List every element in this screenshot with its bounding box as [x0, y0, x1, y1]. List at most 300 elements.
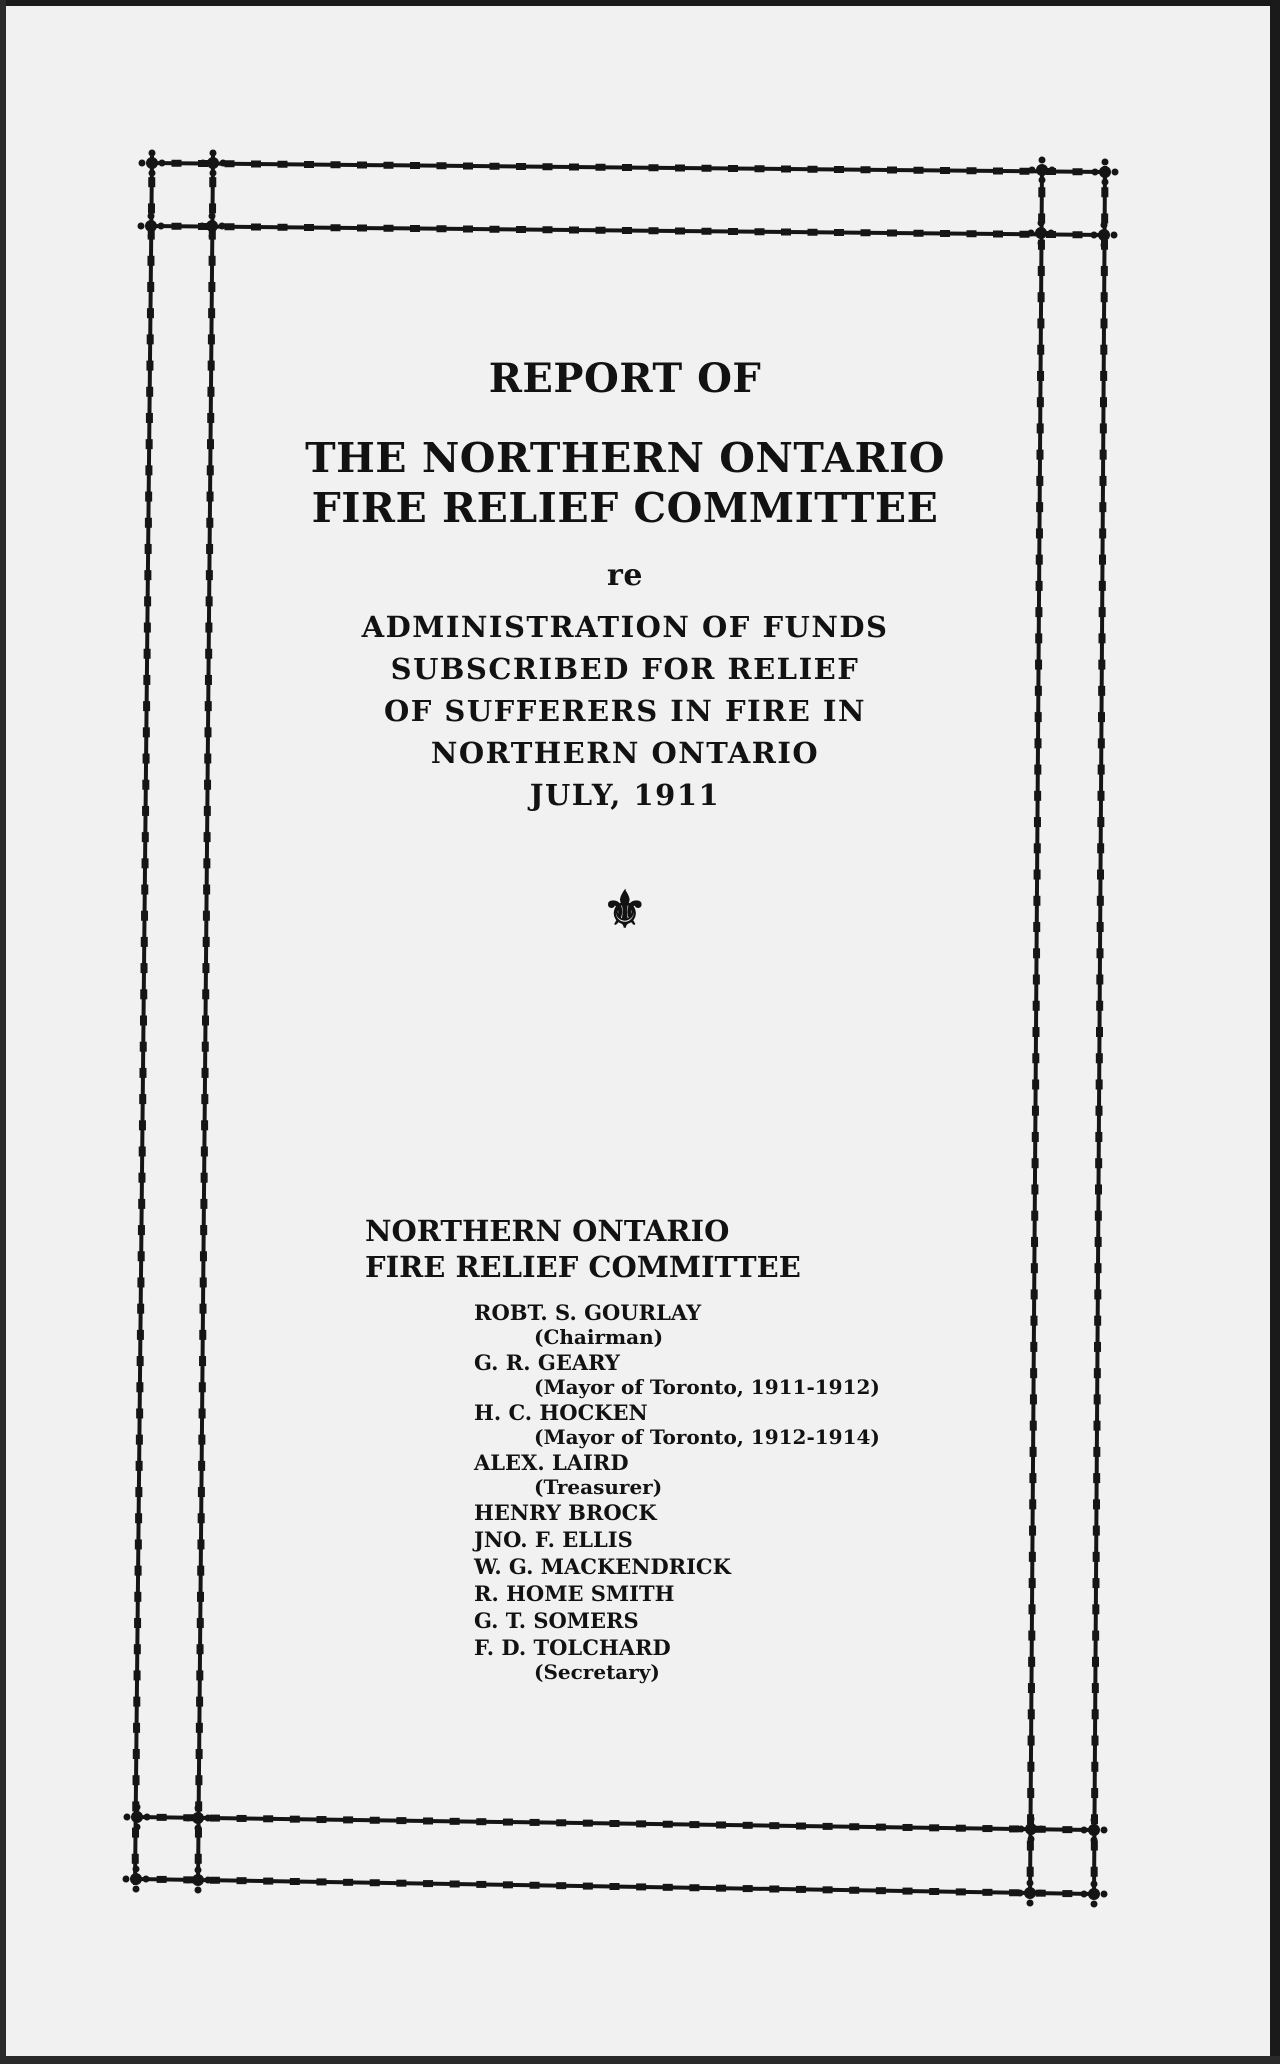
- border-bead: [1097, 843, 1104, 853]
- border-bead: [940, 167, 950, 174]
- border-bead: [1099, 502, 1106, 512]
- members-heading-line-1: NORTHERN ONTARIO: [365, 1214, 730, 1248]
- border-bead: [207, 387, 214, 397]
- border-bead: [145, 492, 152, 502]
- member-name: G. R. GEARY: [474, 1350, 620, 1375]
- border-bead: [209, 256, 216, 266]
- border-bead: [450, 1881, 460, 1888]
- border-bead: [316, 1816, 326, 1823]
- border-bead: [903, 1824, 913, 1831]
- border-bead: [596, 164, 606, 171]
- border-bead: [808, 166, 818, 173]
- border-bead: [1096, 1106, 1103, 1116]
- border-bead: [203, 911, 210, 921]
- border-bead: [849, 1823, 859, 1830]
- border-bead: [1097, 948, 1104, 958]
- border-bead: [490, 226, 500, 233]
- border-bead: [1091, 1788, 1098, 1798]
- border-bead: [199, 1330, 206, 1340]
- member-name: JNO. F. ELLIS: [474, 1527, 633, 1552]
- border-bead: [940, 230, 950, 237]
- border-bead: [1037, 345, 1044, 355]
- border-bead: [1100, 476, 1107, 486]
- border-bead: [396, 1880, 406, 1887]
- border-bead: [437, 225, 447, 232]
- border-bead: [134, 1670, 141, 1680]
- border-bead: [876, 1824, 886, 1831]
- border-bead: [209, 177, 216, 187]
- border-bead: [769, 1822, 779, 1829]
- border-bead: [716, 1821, 726, 1828]
- border-bead: [172, 160, 182, 167]
- border-bead: [207, 413, 214, 423]
- border-bead: [1094, 1289, 1101, 1299]
- border-bead: [199, 1382, 206, 1392]
- border-bead: [143, 701, 150, 711]
- border-bead: [138, 1225, 145, 1235]
- border-bead: [133, 1723, 140, 1733]
- border-bead: [1033, 975, 1040, 985]
- border-bead: [1100, 371, 1107, 381]
- border-corner-ornament: [200, 150, 227, 177]
- border-bead: [197, 1566, 204, 1576]
- border-bead: [142, 858, 149, 868]
- border-bead: [543, 226, 553, 233]
- border-bead: [263, 1878, 273, 1885]
- border-bead: [689, 1884, 699, 1891]
- border-bead: [148, 203, 155, 213]
- border-bead: [887, 230, 897, 237]
- border-bead: [543, 163, 553, 170]
- border-bead: [202, 1068, 209, 1078]
- border-bead: [1033, 1027, 1040, 1037]
- border-bead: [331, 224, 341, 231]
- border-bead: [1032, 1132, 1039, 1142]
- border-bead: [743, 1885, 753, 1892]
- border-bead: [1034, 765, 1041, 775]
- border-bead: [1036, 581, 1043, 591]
- member-list: [474, 1299, 880, 1684]
- border-bead: [304, 161, 314, 168]
- subject-date: JULY, 1911: [529, 778, 721, 812]
- border-bead: [781, 229, 791, 236]
- committee-title-line-1: THE NORTHERN ONTARIO: [305, 434, 945, 482]
- border-bead: [1098, 738, 1105, 748]
- border-bead: [1029, 1526, 1036, 1536]
- border-bead: [206, 570, 213, 580]
- border-bead: [1038, 292, 1045, 302]
- border-bead: [384, 225, 394, 232]
- border-bead: [1100, 423, 1107, 433]
- border-bead: [1037, 318, 1044, 328]
- border-bead: [1029, 1499, 1036, 1509]
- border-bead: [437, 162, 447, 169]
- border-bead: [1093, 1447, 1100, 1457]
- border-bead: [200, 1199, 207, 1209]
- border-corner-ornament: [185, 1867, 212, 1894]
- border-bead: [251, 224, 261, 231]
- border-bead: [1029, 1473, 1036, 1483]
- border-bead: [208, 334, 215, 344]
- border-bead: [141, 963, 148, 973]
- border-bead: [316, 1878, 326, 1885]
- border-bead: [1037, 450, 1044, 460]
- border-bead: [1094, 1368, 1101, 1378]
- border-bead: [1094, 1316, 1101, 1326]
- border-corner-ornament: [1081, 1817, 1108, 1844]
- border-bead: [728, 165, 738, 172]
- border-bead: [278, 161, 288, 168]
- border-bead: [145, 518, 152, 528]
- border-bead: [929, 1888, 939, 1895]
- border-bead: [1098, 686, 1105, 696]
- border-bead: [1038, 266, 1045, 276]
- re-text: re: [607, 558, 643, 593]
- border-bead: [903, 1888, 913, 1895]
- border-bead: [157, 1814, 167, 1821]
- border-bead: [384, 162, 394, 169]
- border-bead: [1092, 1631, 1099, 1641]
- border-corner-ornament: [138, 213, 165, 240]
- border-bead: [205, 701, 212, 711]
- border-bead: [1099, 528, 1106, 538]
- border-bead: [1101, 318, 1108, 328]
- border-bead: [201, 1173, 208, 1183]
- re-label: [225, 558, 1025, 593]
- border-bead: [1027, 1762, 1034, 1772]
- border-corner-ornament: [1091, 222, 1118, 249]
- border-bead: [1098, 660, 1105, 670]
- border-bead: [207, 439, 214, 449]
- border-bead: [1038, 187, 1045, 197]
- list-item: [474, 1553, 880, 1580]
- border-bead: [1093, 1499, 1100, 1509]
- border-bead: [1034, 817, 1041, 827]
- border-bead: [136, 1435, 143, 1445]
- border-bead: [476, 1881, 486, 1888]
- border-corner-ornament: [1081, 1881, 1108, 1908]
- border-bead: [201, 1094, 208, 1104]
- border-bead: [140, 989, 147, 999]
- border-bead: [146, 387, 153, 397]
- border-bead: [135, 1487, 142, 1497]
- border-bead: [1030, 1342, 1037, 1352]
- border-bead: [140, 1042, 147, 1052]
- border-bead: [503, 1819, 513, 1826]
- border-bead: [200, 1251, 207, 1261]
- border-bead: [861, 229, 871, 236]
- border-bead: [196, 1670, 203, 1680]
- border-bead: [516, 226, 526, 233]
- border-bead: [1101, 292, 1108, 302]
- border-bead: [982, 1889, 992, 1896]
- list-item: [474, 1449, 880, 1499]
- border-bead: [144, 570, 151, 580]
- border-bead: [1093, 1578, 1100, 1588]
- border-bead: [808, 229, 818, 236]
- border-bead: [490, 163, 500, 170]
- border-bead: [1028, 1709, 1035, 1719]
- border-bead: [636, 1883, 646, 1890]
- border-bead: [1095, 1158, 1102, 1168]
- border-bead: [147, 308, 154, 318]
- border-bead: [237, 1815, 247, 1822]
- border-bead: [147, 334, 154, 344]
- border-bead: [1095, 1211, 1102, 1221]
- border-bead: [195, 1775, 202, 1785]
- border-bead: [202, 1042, 209, 1052]
- member-name: F. D. TOLCHARD: [474, 1635, 671, 1660]
- border-bead: [202, 1016, 209, 1026]
- border-bead: [200, 1277, 207, 1287]
- border-bead: [370, 1817, 380, 1824]
- border-bead: [370, 1879, 380, 1886]
- border-bead: [1030, 1368, 1037, 1378]
- border-bead: [1032, 1079, 1039, 1089]
- border-bead: [142, 806, 149, 816]
- border-bead: [290, 1816, 300, 1823]
- border-corner-ornament: [123, 1866, 150, 1893]
- border-bead: [1094, 1394, 1101, 1404]
- border-bead: [993, 168, 1003, 175]
- border-bead: [198, 1513, 205, 1523]
- border-bead: [304, 224, 314, 231]
- border-bead: [141, 937, 148, 947]
- border-bead: [410, 162, 420, 169]
- border-bead: [331, 161, 341, 168]
- border-bead: [172, 223, 182, 230]
- border-corner-ornament: [139, 150, 166, 177]
- border-bead: [144, 623, 151, 633]
- border-bead: [1092, 1709, 1099, 1719]
- committee-title-line-2: FIRE RELIEF COMMITTEE: [311, 484, 939, 532]
- border-bead: [423, 1817, 433, 1824]
- border-bead: [967, 167, 977, 174]
- border-bead: [596, 227, 606, 234]
- border-bead: [1027, 1867, 1034, 1877]
- border-bead: [1036, 502, 1043, 512]
- border-bead: [197, 1618, 204, 1628]
- border-bead: [1032, 1053, 1039, 1063]
- border-bead: [1091, 1762, 1098, 1772]
- border-bead: [849, 1887, 859, 1894]
- border-bead: [147, 256, 154, 266]
- border-bead: [1092, 1657, 1099, 1667]
- border-bead: [649, 164, 659, 171]
- border-bead: [689, 1821, 699, 1828]
- border-bead: [145, 544, 152, 554]
- border-bead: [1096, 975, 1103, 985]
- border-bead: [196, 1723, 203, 1733]
- border-bead: [1036, 476, 1043, 486]
- border-bead: [200, 1304, 207, 1314]
- border-bead: [278, 224, 288, 231]
- border-bead: [1091, 1867, 1098, 1877]
- member-name: W. G. MACKENDRICK: [474, 1554, 731, 1579]
- subject-block: [225, 606, 1025, 816]
- border-bead: [142, 832, 149, 842]
- border-bead: [702, 165, 712, 172]
- border-bead: [1032, 1106, 1039, 1116]
- border-bead: [133, 1775, 140, 1785]
- border-corner-ornament: [1018, 1816, 1045, 1843]
- border-bead: [1099, 607, 1106, 617]
- border-bead: [1032, 1158, 1039, 1168]
- border-bead: [476, 1818, 486, 1825]
- member-role: (Mayor of Toronto, 1912-1914): [534, 1425, 880, 1449]
- border-bead: [205, 727, 212, 737]
- border-bead: [967, 230, 977, 237]
- border-bead: [1095, 1237, 1102, 1247]
- border-bead: [1073, 168, 1083, 175]
- list-item: [474, 1399, 880, 1449]
- border-bead: [622, 227, 632, 234]
- border-bead: [357, 162, 367, 169]
- border-bead: [1097, 817, 1104, 827]
- border-bead: [1035, 660, 1042, 670]
- border-bead: [1094, 1421, 1101, 1431]
- border-bead: [206, 544, 213, 554]
- border-bead: [861, 166, 871, 173]
- border-bead: [343, 1879, 353, 1886]
- border-bead: [1098, 791, 1105, 801]
- border-bead: [823, 1823, 833, 1830]
- list-item: [474, 1580, 880, 1607]
- border-bead: [530, 1882, 540, 1889]
- border-bead: [138, 1251, 145, 1261]
- border-bead: [145, 465, 152, 475]
- list-item: [474, 1607, 880, 1634]
- border-bead: [1092, 1683, 1099, 1693]
- border-bead: [1097, 896, 1104, 906]
- border-bead: [204, 780, 211, 790]
- border-bead: [197, 1644, 204, 1654]
- border-bead: [503, 1881, 513, 1888]
- border-bead: [357, 225, 367, 232]
- border-bead: [887, 167, 897, 174]
- border-bead: [134, 1592, 141, 1602]
- border-bead: [205, 649, 212, 659]
- border-bead: [1035, 738, 1042, 748]
- border-bead: [1095, 1184, 1102, 1194]
- border-bead: [396, 1817, 406, 1824]
- border-bead: [1036, 555, 1043, 565]
- border-bead: [147, 282, 154, 292]
- border-bead: [636, 1820, 646, 1827]
- border-bead: [1098, 712, 1105, 722]
- fleur-de-lis-icon: ⚜: [602, 880, 648, 939]
- border-corner-ornament: [1017, 1880, 1044, 1907]
- border-bead: [556, 1819, 566, 1826]
- border-bead: [1098, 765, 1105, 775]
- border-bead: [530, 1819, 540, 1826]
- border-bead: [583, 1883, 593, 1890]
- border-bead: [649, 227, 659, 234]
- border-bead: [1035, 633, 1042, 643]
- border-bead: [1099, 581, 1106, 591]
- member-name: ROBT. S. GOURLAY: [474, 1300, 702, 1325]
- list-item: [474, 1526, 880, 1553]
- border-bead: [1028, 1631, 1035, 1641]
- border-bead: [157, 1876, 167, 1883]
- border-bead: [208, 308, 215, 318]
- border-bead: [1093, 1473, 1100, 1483]
- border-bead: [138, 1199, 145, 1209]
- border-bead: [1031, 1289, 1038, 1299]
- border-bead: [743, 1822, 753, 1829]
- border-bead: [1097, 870, 1104, 880]
- border-bead: [134, 1618, 141, 1628]
- border-bead: [1062, 1826, 1072, 1833]
- border-corner-ornament: [1092, 159, 1119, 186]
- border-bead: [1097, 922, 1104, 932]
- border-bead: [1029, 1552, 1036, 1562]
- border-bead: [1092, 1736, 1099, 1746]
- member-name: HENRY BROCK: [474, 1500, 657, 1525]
- border-bead: [1035, 686, 1042, 696]
- border-corner-ornament: [199, 213, 226, 240]
- border-bead: [204, 754, 211, 764]
- border-bead: [675, 228, 685, 235]
- border-bead: [136, 1461, 143, 1471]
- border-bead: [204, 832, 211, 842]
- border-bead: [208, 361, 215, 371]
- member-role: (Treasurer): [534, 1475, 663, 1499]
- border-bead: [142, 780, 149, 790]
- border-bead: [201, 1120, 208, 1130]
- border-bead: [823, 1886, 833, 1893]
- border-bead: [1033, 896, 1040, 906]
- border-bead: [755, 165, 765, 172]
- border-bead: [136, 1408, 143, 1418]
- border-bead: [1028, 1657, 1035, 1667]
- committee-members: [365, 1213, 880, 1684]
- border-bead: [197, 1539, 204, 1549]
- border-bead: [663, 1821, 673, 1828]
- border-bead: [702, 228, 712, 235]
- member-name: ALEX. LAIRD: [474, 1450, 629, 1475]
- border-bead: [139, 1094, 146, 1104]
- border-bead: [144, 596, 151, 606]
- border-bead: [1031, 1237, 1038, 1247]
- border-bead: [225, 223, 235, 230]
- border-bead: [1094, 1342, 1101, 1352]
- border-bead: [1028, 1736, 1035, 1746]
- report-title: [225, 355, 1025, 402]
- border-bead: [1033, 1001, 1040, 1011]
- border-bead: [137, 1277, 144, 1287]
- border-bead: [139, 1120, 146, 1130]
- border-bead: [263, 1815, 273, 1822]
- border-bead: [203, 858, 210, 868]
- border-bead: [569, 227, 579, 234]
- border-bead: [956, 1888, 966, 1895]
- border-bead: [1033, 948, 1040, 958]
- border-bead: [450, 1818, 460, 1825]
- list-item: [474, 1349, 880, 1399]
- subject-line-2: SUBSCRIBED FOR RELIEF: [390, 652, 860, 686]
- border-bead: [781, 166, 791, 173]
- border-bead: [423, 1880, 433, 1887]
- border-bead: [205, 675, 212, 685]
- border-bead: [1034, 791, 1041, 801]
- border-bead: [876, 1887, 886, 1894]
- border-bead: [146, 413, 153, 423]
- border-bead: [198, 1435, 205, 1445]
- border-bead: [199, 1356, 206, 1366]
- border-bead: [1100, 345, 1107, 355]
- border-bead: [198, 1461, 205, 1471]
